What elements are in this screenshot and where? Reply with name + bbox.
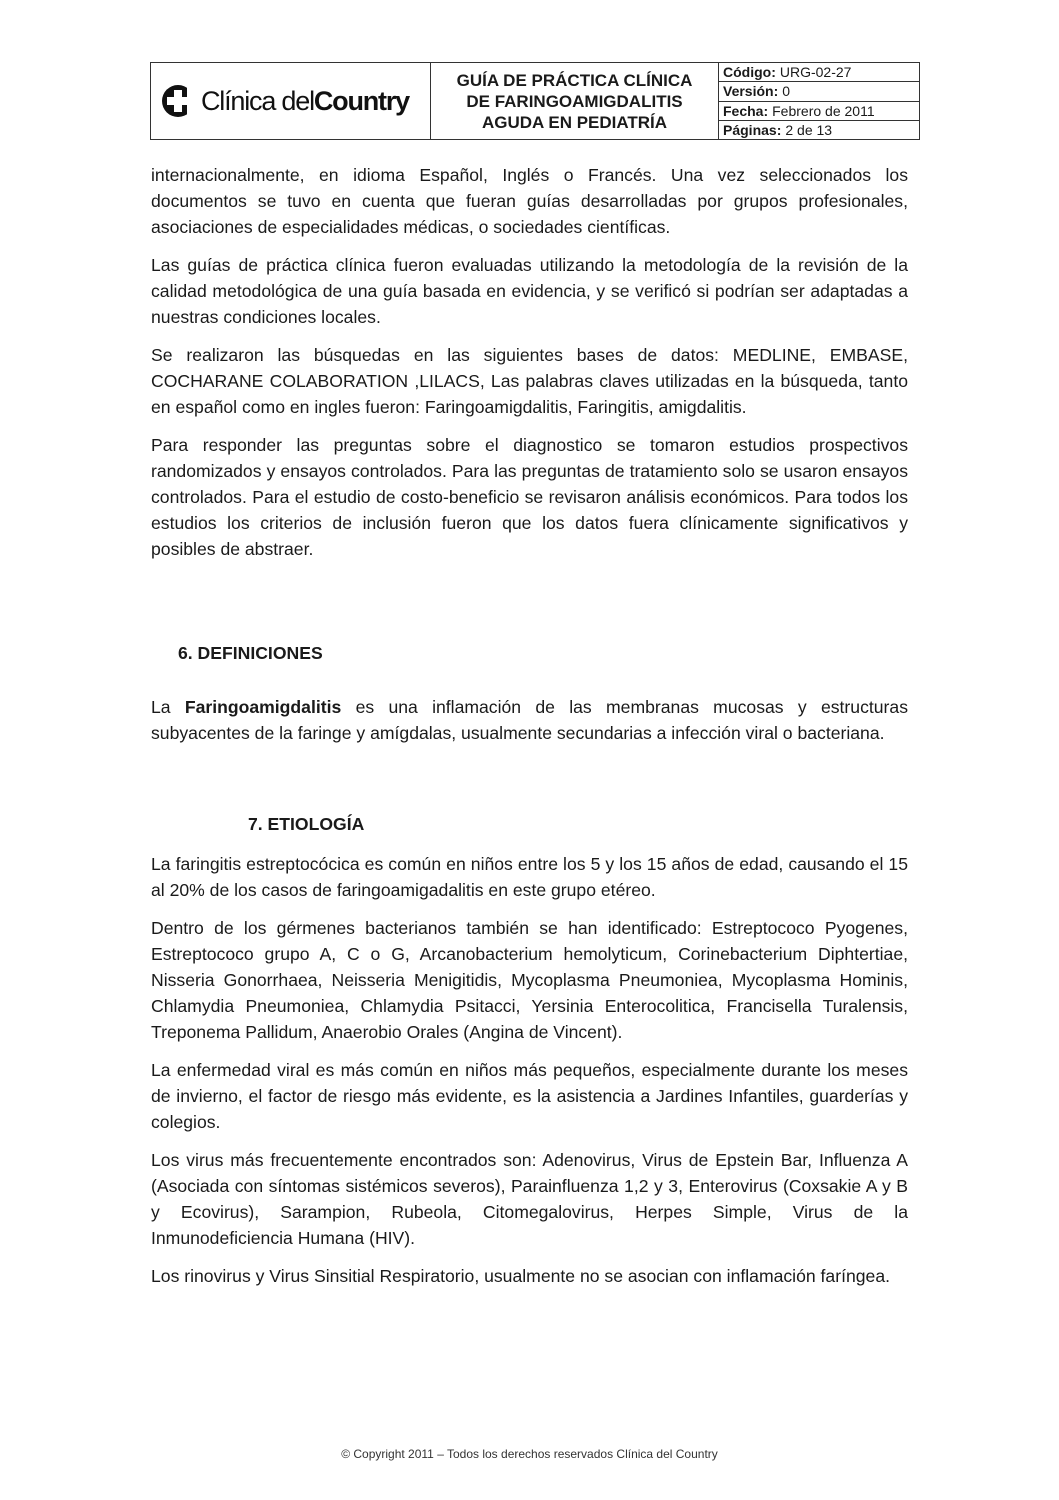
title-line-1: GUÍA DE PRÁCTICA CLÍNICA xyxy=(456,70,693,90)
meta-fecha: Fecha: Febrero de 2011 xyxy=(719,102,919,121)
title-line-2: DE FARINGOAMIGDALITIS xyxy=(466,91,683,111)
meta-codigo: Código: URG-02-27 xyxy=(719,63,919,82)
paragraph: internacionalmente, en idioma Español, Inglés o Francés. Una vez seleccionados los documentos se tuvo en cuenta que fueran guías desarrolladas por grupos profesionales, asociaciones de especialidades médicas, o sociedades científicas. xyxy=(151,165,908,237)
paragraph: Para responder las preguntas sobre el diagnostico se tomaron estudios prospectivos randomizados y ensayos controlados. Para las preguntas de tratamiento solo se usaron ensayos controlados. Para el estudio de costo-beneficio se revisaron análisis económicos. Para todos los estudios los criterios de inclusión fueron que los datos fuera clínicamente significativos y posibles de abstraer. xyxy=(151,435,908,559)
definition-paragraph: La Faringoamigdalitis es una inflamación de las membranas mucosas y estructuras subyacentes de la faringe y amígdalas, usualmente secundarias a infección viral o bacteriana. xyxy=(151,697,908,743)
section-heading-definiciones: 6. DEFINICIONES xyxy=(178,643,323,663)
logo xyxy=(151,63,431,139)
meta-version: Versión: 0 xyxy=(719,82,919,101)
paragraph: Los rinovirus y Virus Sinsitial Respiratorio, usualmente no se asocian con inflamación faríngea. xyxy=(151,1266,890,1286)
paragraph: Las guías de práctica clínica fueron evaluadas utilizando la metodología de la revisión de la calidad metodológica de una guía basada en evidencia, y se verificó si podrían ser adaptadas a nuestras condiciones locales. xyxy=(151,255,908,327)
document-header xyxy=(150,62,920,140)
paragraph: La faringitis estreptocócica es común en niños entre los 5 y los 15 años de edad, causando el 15 al 20% de los casos de faringoamigadalitis en este grupo etéreo. xyxy=(151,854,908,900)
guide-title xyxy=(431,63,719,139)
logo-text: Clínica delCountry xyxy=(201,85,409,116)
section-heading-etiologia: 7. ETIOLOGÍA xyxy=(248,814,365,834)
methodology-section xyxy=(151,162,908,574)
paragraph: Se realizaron las búsquedas en las siguientes bases de datos: MEDLINE, EMBASE, COCHARANE COLABORATION ,LILACS, Las palabras claves utilizadas en la búsqueda, tanto en español como en ingles fueron: Faringoamigdalitis, Faringitis, amigdalitis. xyxy=(151,345,908,417)
paragraph: Dentro de los gérmenes bacterianos también se han identificado: Estreptococo Pyogenes, Estreptococo grupo A, C o G, Arcanobacterium hemolyticum, Corinebacterium Diphtertiae, Nisseria Gonorrhaea, Neisseria Menigitidis, Mycoplasma Pneumoniea, Mycoplasma Hominis, Chlamydia Pneumoniea, Chlamydia Psitacci, Yersinia Enterocolitica, Francisella Turalensis, Treponema Pallidum, Anaerobio Orales (Angina de Vincent). xyxy=(151,918,908,1042)
meta-paginas: Páginas: 2 de 13 xyxy=(723,121,833,138)
definitions-section xyxy=(151,694,908,758)
document-metadata xyxy=(719,63,919,139)
etiology-section xyxy=(151,851,908,1301)
defined-term: Faringoamigdalitis xyxy=(184,697,342,717)
title-line-3: AGUDA EN PEDIATRÍA xyxy=(481,112,668,132)
paragraph: Los virus más frecuentemente encontrados son: Adenovirus, Virus de Epstein Bar, Influenza A (Asociada con síntomas sistémicos severos), Parainfluenza 1,2 y 3, Enterovirus (Coxsakie A y B y Ecovirus), Sarampion, Rubeola, Citomegalovirus, Herpes Simple, Virus de la Inmunodeficiencia Humana (HIV). xyxy=(151,1150,908,1248)
copyright-footer: © Copyright 2011 – Todos los derechos reservados Clínica del Country xyxy=(341,1447,718,1461)
paragraph: La enfermedad viral es más común en niños más pequeños, especialmente durante los meses de invierno, el factor de riesgo más evidente, es la asistencia a Jardines Infantiles, guarderías y colegios. xyxy=(151,1060,908,1132)
clinic-cross-logo-icon xyxy=(161,84,195,118)
